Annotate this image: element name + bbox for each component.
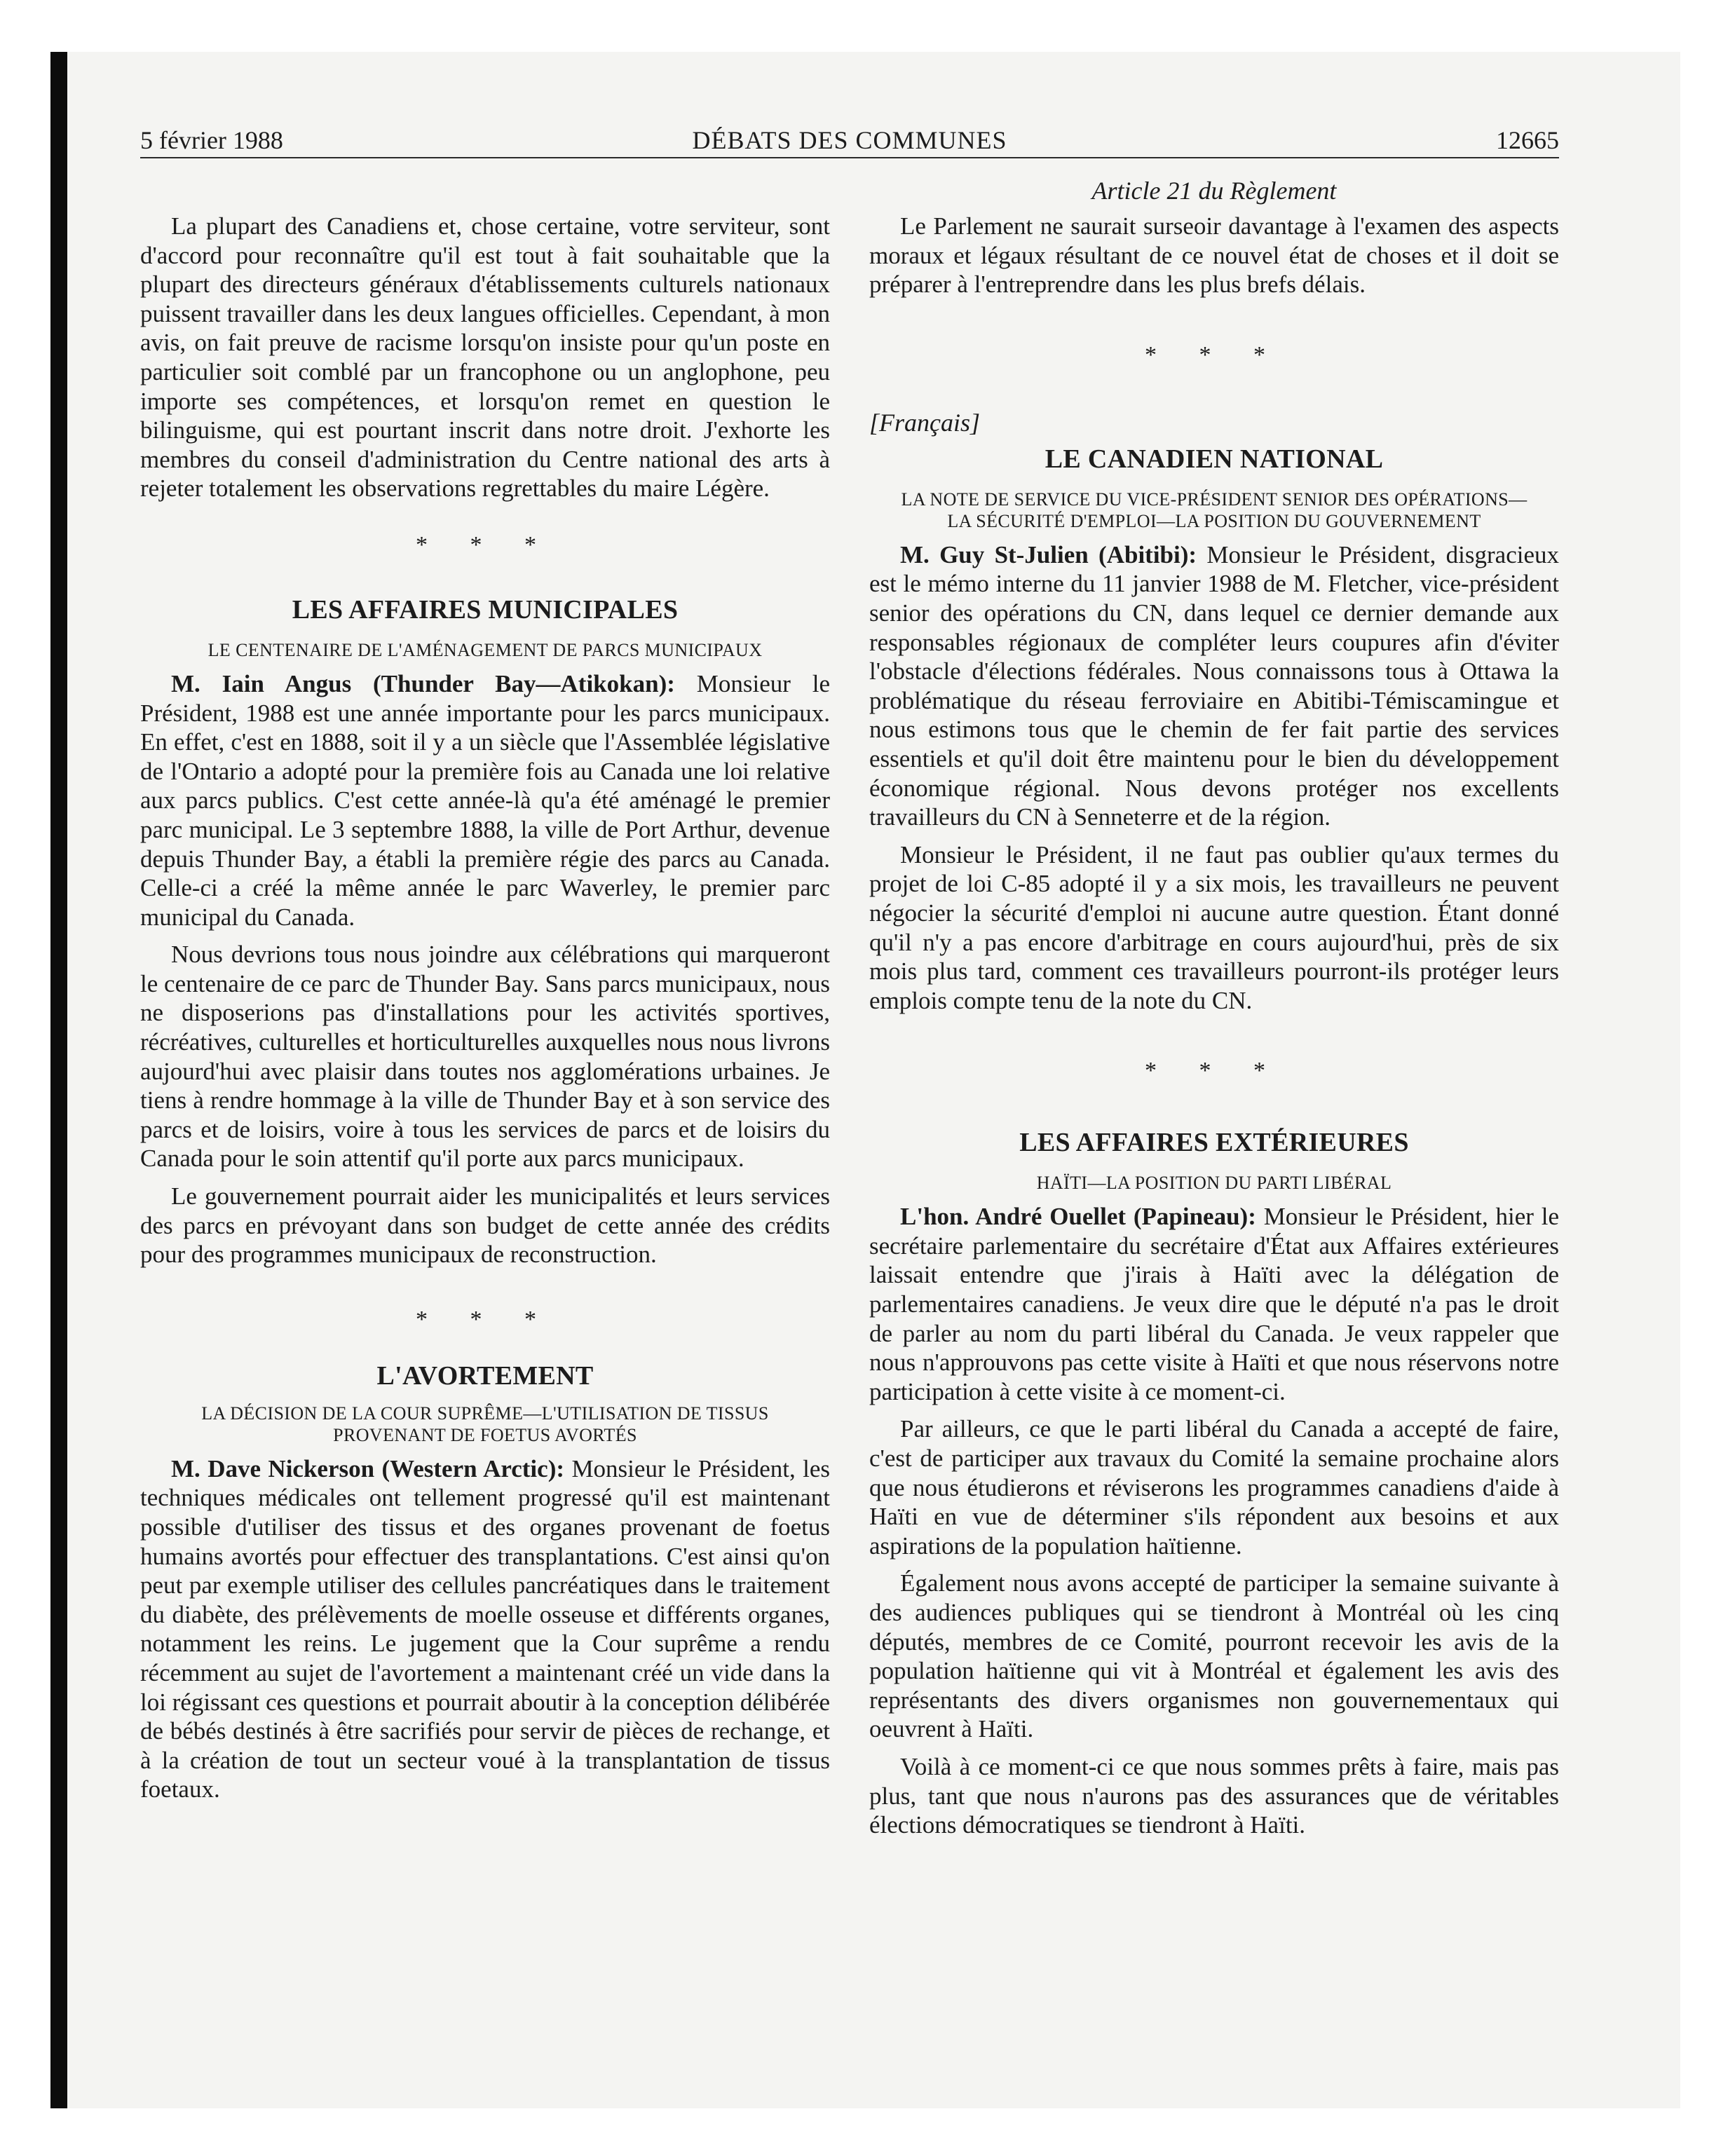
paragraph: Voilà à ce moment-ci ce que nous sommes prêts à faire, mais pas plus, tant que nous n'aurons pas des assurances que de véritables élections démocratiques se tiendront à Haïti.: [869, 1752, 1559, 1839]
section-heading: LES AFFAIRES MUNICIPALES: [292, 594, 679, 625]
running-head: [140, 123, 1559, 157]
section-subheading: HAÏTI—LA POSITION DU PARTI LIBÉRAL: [1036, 1173, 1392, 1194]
section-heading: LES AFFAIRES EXTÉRIEURES: [1019, 1128, 1409, 1158]
paragraph: Le gouvernement pourrait aider les municipalités et leurs services des parcs en prévoyant dans son budget de cette année des crédits pour des programmes municipaux de reconstruction.: [140, 1182, 830, 1269]
paragraph: Par ailleurs, ce que le parti libéral du Canada a accepté de faire, c'est de participer aux travaux du Comité la semaine prochaine alors que nous étudierons et réviserons les programmes canadiens d'aide à Haïti en vue de déterminer s'ils répondent aux besoins et aux aspirations de la population haïtienne.: [869, 1415, 1559, 1560]
paragraph: [869, 1202, 1559, 1406]
header-date: 5 février 1988: [140, 126, 283, 154]
speaker-name: M. Iain Angus (Thunder Bay—Atikokan):: [171, 669, 675, 697]
speaker-name: M. Dave Nickerson (Western Arctic):: [171, 1454, 565, 1482]
paragraph: [140, 1454, 830, 1804]
header-page-number: 12665: [1496, 126, 1559, 154]
section-separator: * * *: [1145, 1058, 1284, 1084]
speaker-name: L'hon. André Ouellet (Papineau):: [900, 1203, 1256, 1231]
paragraph: Nous devrions tous nous joindre aux célébrations qui marqueront le centenaire de ce parc de Thunder Bay. Sans parcs municipaux, nous ne disposerions pas d'installations pour les activités sportives, récréatives, culturelles et horticulturelles auxquelles nous nous livrons aujourd'hui avec plaisir dans toutes nos agglomérations urbaines. Je tiens à rendre hommage à la ville de Thunder Bay et à son service des parcs et de loisirs, voire à tous les services de parcs et de loisirs du Canada pour le soin attentif qu'il porte aux parcs municipaux.: [140, 941, 830, 1173]
section-separator: * * *: [416, 1306, 554, 1332]
language-tag: [Français]: [869, 408, 981, 437]
section-heading: L'AVORTEMENT: [376, 1360, 594, 1391]
paragraph: [140, 669, 830, 932]
speech-text: Monsieur le Président, les techniques médicales ont tellement progressé qu'il est maintenant possible d'utiliser des tissus et des organes provenant de foetus humains avortés pour effectuer des transplantations. C'est ainsi qu'on peut par exemple utiliser des cellules pancréatiques dans le traitement du diabète, des prélèvements de moelle osseuse et différents organes, notamment les reins. Le jugement que la Cour suprême a rendu récemment au sujet de l'avortement a maintenant créé un vide dans la loi régissant ces questions et pourrait aboutir à la conception délibérée de bébés destinés à être sacrifiés pour servir de pièces de rechange, et à la création de tout un secteur voué à la transplantation de tissus foetaux.: [140, 1454, 830, 1803]
paragraph: Le Parlement ne saurait surseoir davantage à l'examen des aspects moraux et légaux résultant de ce nouvel état de choses et il doit se préparer à l'entreprendre dans les plus brefs délais.: [869, 212, 1559, 299]
section-subheading: LE CENTENAIRE DE L'AMÉNAGEMENT DE PARCS MUNICIPAUX: [207, 639, 763, 660]
paragraph: Monsieur le Président, il ne faut pas oublier qu'aux termes du projet de loi C-85 adopté il y a six mois, les travailleurs ne peuvent négocier la sécurité d'emploi ni aucune autre question. Étant donné qu'il n'y a pas encore d'arbitrage en cours aujourd'hui, près de six mois plus tard, comment ces travailleurs pourront-ils protéger leurs emplois compte tenu de la note du CN.: [869, 840, 1559, 1014]
right-column: [869, 212, 1559, 1840]
left-column: [140, 212, 830, 1804]
speech-text: Monsieur le Président, disgracieux est le mémo interne du 11 janvier 1988 de M. Fletcher, vice-président senior des opérations du CN, dans lequel ce dernier demande aux responsables régionaux de compléter leurs coupures afin d'éviter l'obstacle d'élections fédérales. Nous connaissons tous à Ottawa la problématique du réseau ferroviaire en Abitibi-Témiscamingue et nous estimons tous que le chemin de fer fait partie des services essentiels et qu'il doit être maintenu pour le bien du développement économique régional. Nous devons protéger nos excellents travailleurs du CN à Senneterre et de la région.: [869, 540, 1559, 831]
section-separator: * * *: [416, 531, 554, 558]
section-subheading: LA DÉCISION DE LA COUR SUPRÊME—L'UTILISATION DE TISSUS PROVENANT DE FOETUS AVORTÉS: [201, 1403, 769, 1445]
binding-edge: [50, 52, 67, 2108]
paragraph: [869, 540, 1559, 832]
section-heading: LE CANADIEN NATIONAL: [1045, 444, 1384, 474]
section-separator: * * *: [1145, 341, 1284, 368]
header-title: DÉBATS DES COMMUNES: [692, 126, 1007, 154]
speech-text: Monsieur le Président, 1988 est une année importante pour les parcs municipaux. En effet, c'est en 1888, soit il y a un siècle que l'Assemblée législative de l'Ontario a adopté pour la première fois au Canada une loi relative aux parcs publics. C'est cette année-là qu'a été aménagé le premier parc municipal. Le 3 septembre 1888, la ville de Port Arthur, devenue depuis Thunder Bay, a établi la première régie des parcs au Canada. Celle-ci a créé la même année le parc Waverley, le premier parc municipal du Canada.: [140, 669, 831, 931]
speaker-name: M. Guy St-Julien (Abitibi):: [900, 540, 1197, 568]
paragraph: La plupart des Canadiens et, chose certaine, votre serviteur, sont d'accord pour reconnaître qu'il est tout à fait souhaitable que la plupart des directeurs généraux d'établissements culturels nationaux puissent travailler dans les deux langues officielles. Cependant, à mon avis, on fait preuve de racisme lorsqu'on insiste pour qu'un poste en particulier soit comblé par un francophone ou un anglophone, peu importe ses compétences, et lorsqu'on remet en question le bilinguisme, qui est pourtant inscrit dans notre droit. J'exhorte les membres du conseil d'administration du Centre national des arts à rejeter totalement les observations regrettables du maire Légère.: [140, 212, 830, 503]
paragraph: Également nous avons accepté de participer la semaine suivante à des audiences publiques qui se tiendront à Montréal où les cinq députés, membres de ce Comité, pourront recevoir les avis de la population haïtienne qui vit à Montréal et également les avis des représentants des divers organismes non gouvernementaux qui oeuvrent à Haïti.: [869, 1569, 1559, 1743]
column-note: Article 21 du Règlement: [1091, 177, 1337, 205]
header-rule: [140, 157, 1559, 158]
speech-text: Monsieur le Président, hier le secrétaire parlementaire du secrétaire d'État aux Affaires extérieures laissait entendre que j'irais à Haïti avec la délégation de parlementaires canadiens. Je veux dire que le député n'a pas le droit de parler au nom du parti libéral du Canada. Je veux rappeler que nous n'approuvons pas cette visite à Haïti et que nous réservons notre participation à cette visite à ce moment-ci.: [869, 1203, 1559, 1405]
section-subheading: LA NOTE DE SERVICE DU VICE-PRÉSIDENT SENIOR DES OPÉRATIONS—LA SÉCURITÉ D'EMPLOI—LA POSITION DU GOUVERNEMENT: [901, 489, 1528, 531]
